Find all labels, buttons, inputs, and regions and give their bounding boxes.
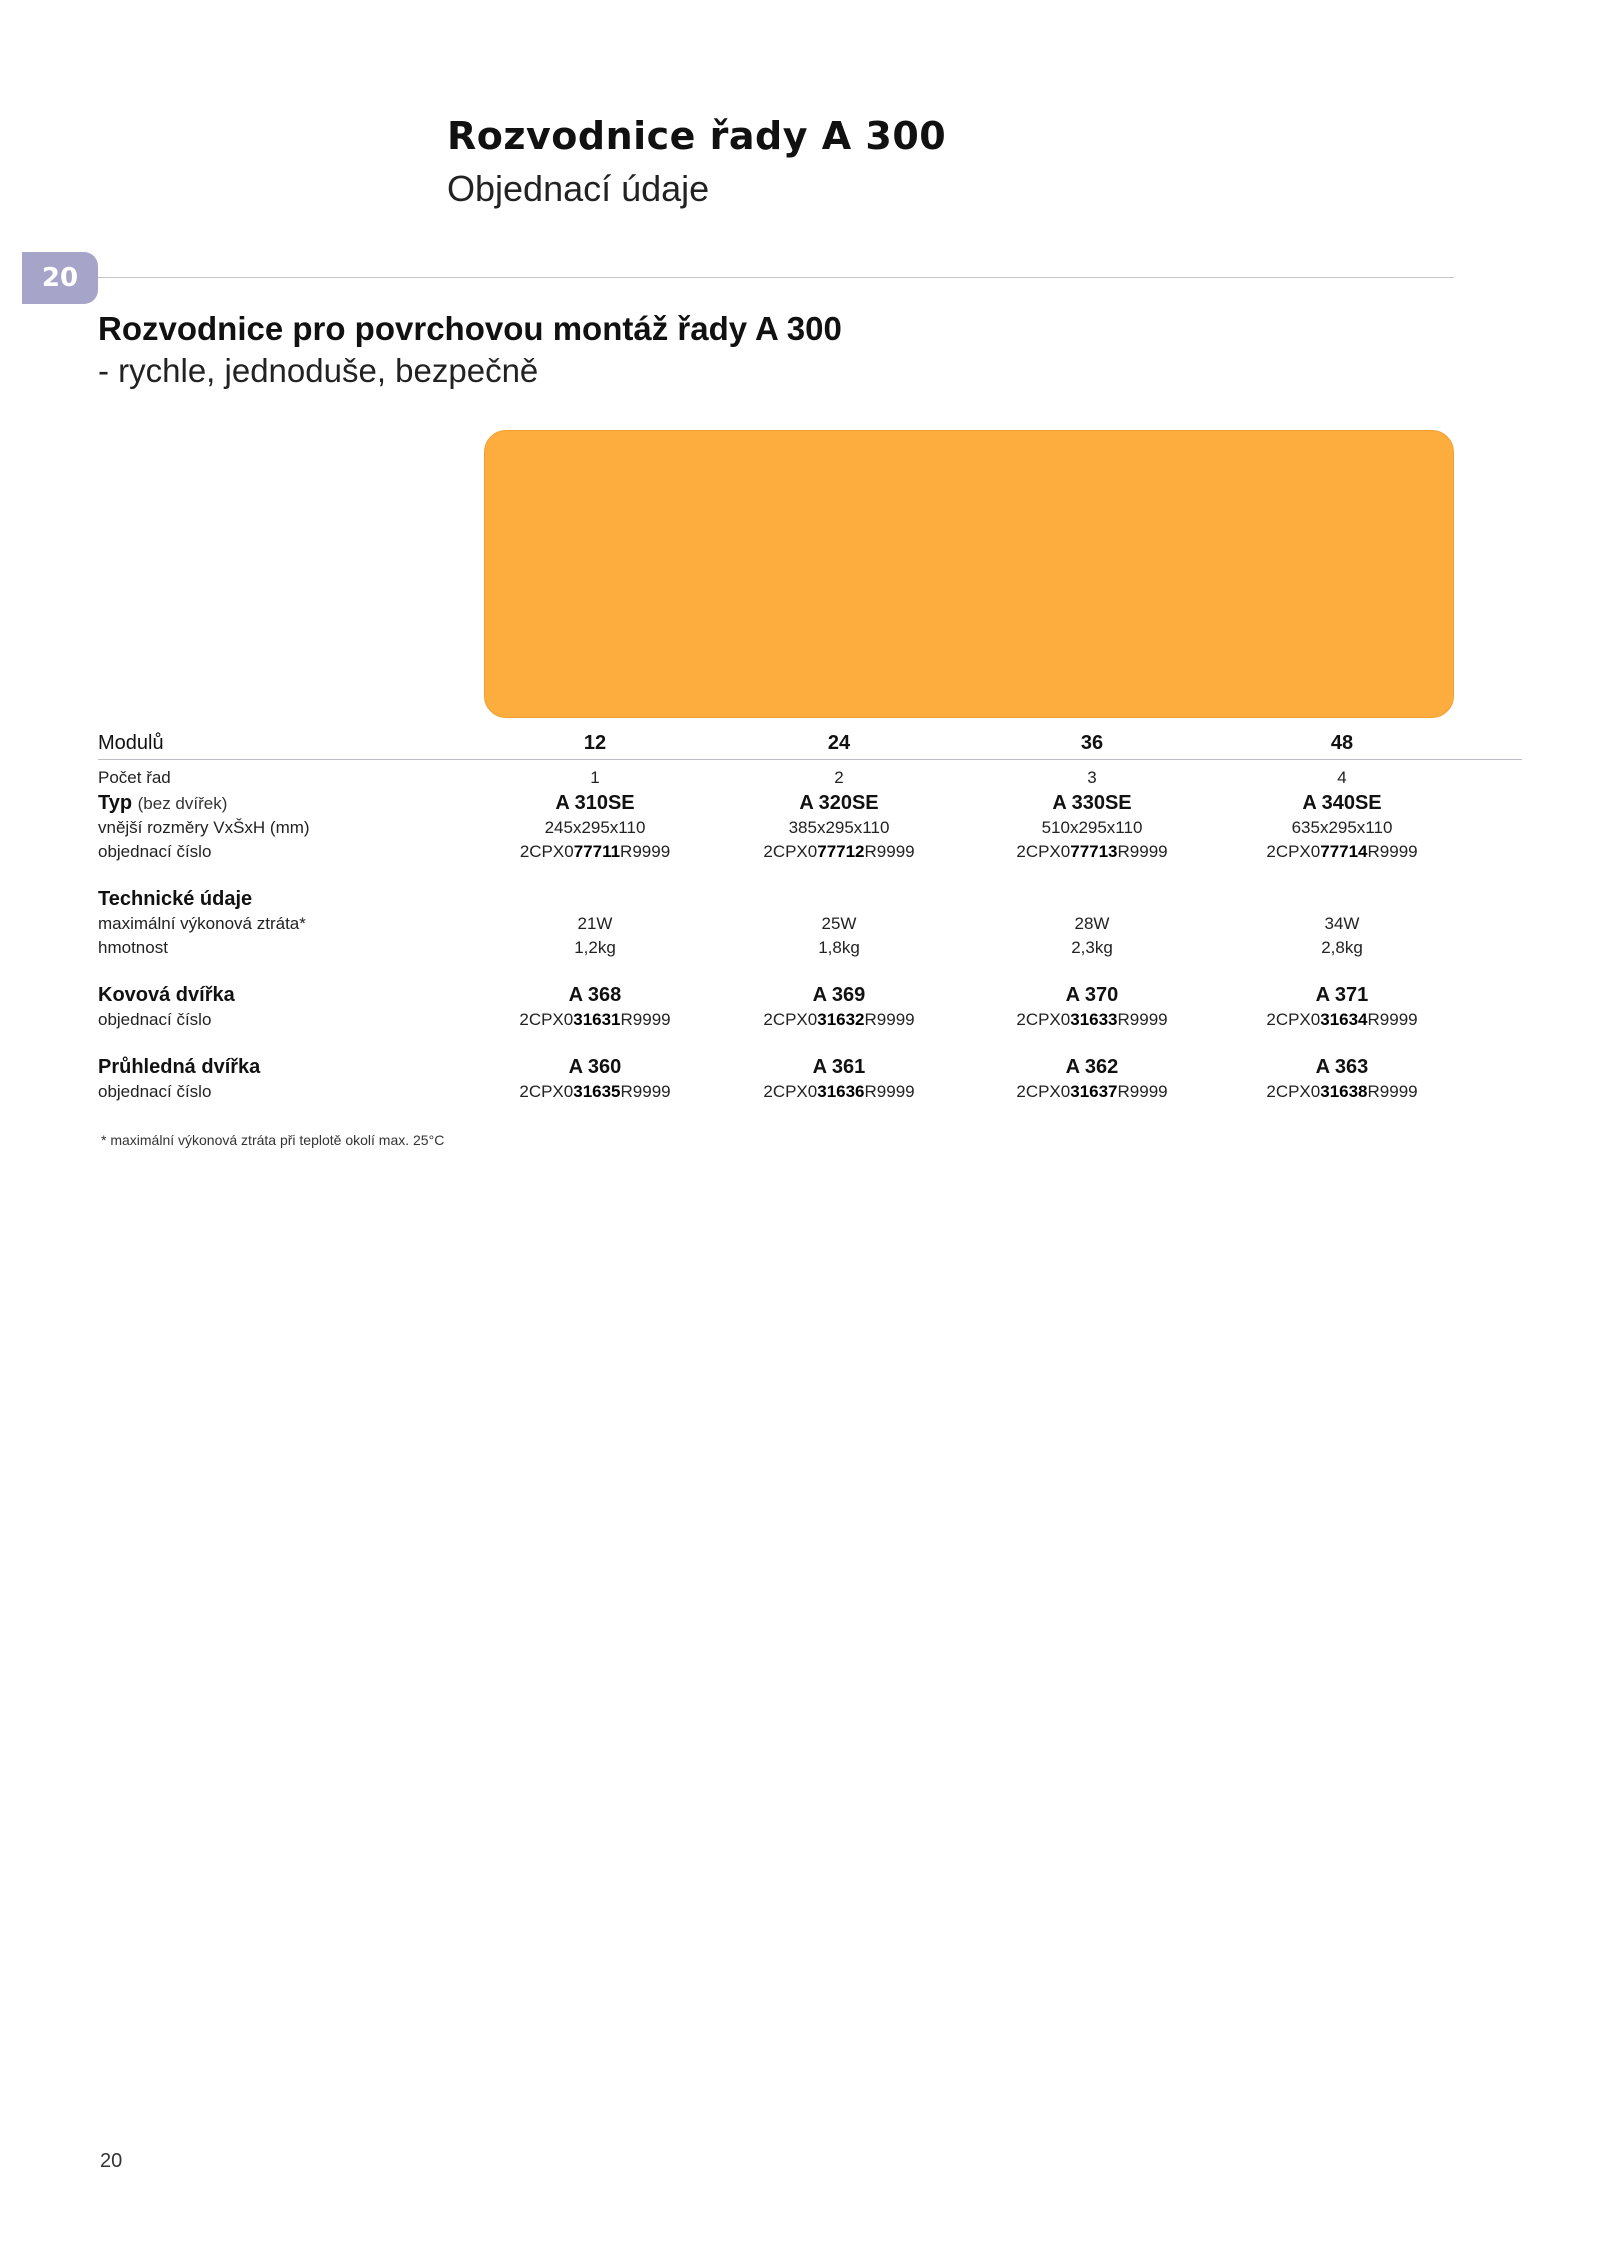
order-code: 31635	[573, 1082, 621, 1101]
modules-cell: 48	[1330, 732, 1354, 754]
weight-cell: 1,8kg	[818, 938, 860, 957]
order-code: 31631	[573, 1010, 621, 1029]
order-prefix: 2CPX0	[519, 842, 574, 861]
order-suffix: R9999	[1367, 842, 1418, 861]
order-code: 77714	[1320, 842, 1368, 861]
order-prefix: 2CPX0	[1266, 842, 1321, 861]
rows-cell: 4	[1337, 768, 1347, 787]
metal-door-cell: A 371	[1315, 983, 1369, 1006]
clear-order-row	[98, 1080, 1522, 1104]
order-number	[475, 842, 715, 862]
metal-door-row	[98, 982, 1522, 1008]
order-number	[972, 1010, 1212, 1030]
order-code: 31636	[817, 1082, 865, 1101]
rows-label: Počet řad	[98, 768, 171, 787]
order-number	[972, 842, 1212, 862]
order-label: objednací číslo	[98, 842, 212, 861]
weight-label: hmotnost	[98, 938, 168, 957]
modules-label: Modulů	[98, 732, 164, 754]
order-suffix: R9999	[1367, 1010, 1418, 1029]
section-subtitle: - rychle, jednoduše, bezpečně	[98, 352, 539, 389]
type-cell: A 330SE	[1052, 791, 1132, 814]
clear-door-label: Průhledná dvířka	[98, 1055, 261, 1078]
order-number	[475, 1010, 715, 1030]
header-divider	[98, 277, 1454, 278]
order-suffix: R9999	[1367, 1082, 1418, 1101]
power-label: maximální výkonová ztráta*	[98, 914, 306, 933]
spec-table	[98, 728, 1522, 1104]
order-prefix: 2CPX0	[763, 1082, 818, 1101]
metal-door-cell: A 368	[568, 983, 622, 1006]
type-cell: A 310SE	[555, 791, 635, 814]
order-code: 77713	[1070, 842, 1118, 861]
metal-door-cell: A 369	[812, 983, 866, 1006]
order-number	[475, 1082, 715, 1102]
rows-cell: 3	[1087, 768, 1097, 787]
page-badge: 20	[22, 252, 98, 304]
order-suffix: R9999	[1117, 842, 1168, 861]
page-number: 20	[100, 2150, 123, 2172]
order-code: 31638	[1320, 1082, 1368, 1101]
order-number	[1222, 842, 1462, 862]
clear-door-cell: A 361	[812, 1055, 866, 1078]
metal-door-label: Kovová dvířka	[98, 983, 235, 1006]
dims-cell: 635x295x110	[1291, 818, 1393, 837]
page-subtitle: Objednací údaje	[447, 168, 710, 209]
type-label	[98, 792, 498, 815]
modules-row	[98, 728, 1522, 760]
order-code: 77712	[817, 842, 865, 861]
order-suffix: R9999	[864, 1010, 915, 1029]
order-prefix: 2CPX0	[519, 1082, 574, 1101]
metal-door-cell: A 370	[1065, 983, 1119, 1006]
power-cell: 21W	[577, 914, 613, 933]
section-title: Rozvodnice pro povrchovou montáž řady A 300	[98, 310, 842, 347]
clear-door-cell: A 362	[1065, 1055, 1119, 1078]
modules-cell: 36	[1080, 732, 1104, 754]
metal-order-label: objednací číslo	[98, 1010, 212, 1029]
type-label-text: Typ	[98, 791, 133, 814]
rows-cell: 2	[834, 768, 844, 787]
type-row	[98, 790, 1522, 816]
order-number	[972, 1082, 1212, 1102]
order-prefix: 2CPX0	[1266, 1082, 1321, 1101]
dims-cell: 510x295x110	[1041, 818, 1143, 837]
order-suffix: R9999	[864, 842, 915, 861]
order-code: 31632	[817, 1010, 865, 1029]
dims-cell: 385x295x110	[788, 818, 890, 837]
metal-order-row	[98, 1008, 1522, 1032]
clear-door-row	[98, 1054, 1522, 1080]
order-number	[1222, 1010, 1462, 1030]
tech-heading: Technické údaje	[98, 887, 253, 910]
order-suffix: R9999	[1117, 1082, 1168, 1101]
order-prefix: 2CPX0	[519, 1010, 574, 1029]
dims-row	[98, 816, 1522, 840]
order-prefix: 2CPX0	[1016, 842, 1071, 861]
order-row	[98, 840, 1522, 864]
order-prefix: 2CPX0	[763, 1010, 818, 1029]
footnote: * maximální výkonová ztráta při teplotě okolí max. 25°C	[101, 1132, 445, 1148]
power-row	[98, 912, 1522, 936]
order-suffix: R9999	[1117, 1010, 1168, 1029]
order-number	[719, 1010, 959, 1030]
order-prefix: 2CPX0	[1016, 1010, 1071, 1029]
tech-heading-row	[98, 886, 1522, 912]
weight-row	[98, 936, 1522, 960]
order-prefix: 2CPX0	[763, 842, 818, 861]
rows-row	[98, 766, 1522, 790]
power-cell: 25W	[821, 914, 857, 933]
modules-cell: 24	[827, 732, 851, 754]
order-prefix: 2CPX0	[1016, 1082, 1071, 1101]
clear-door-cell: A 360	[568, 1055, 622, 1078]
type-cell: A 320SE	[799, 791, 879, 814]
clear-door-cell: A 363	[1315, 1055, 1369, 1078]
product-image	[484, 430, 1454, 718]
page-title: Rozvodnice řady A 300	[447, 114, 947, 158]
power-cell: 34W	[1324, 914, 1360, 933]
dims-cell: 245x295x110	[544, 818, 646, 837]
power-cell: 28W	[1074, 914, 1110, 933]
order-number	[1222, 1082, 1462, 1102]
order-code: 77711	[573, 842, 621, 861]
order-prefix: 2CPX0	[1266, 1010, 1321, 1029]
clear-order-label: objednací číslo	[98, 1082, 212, 1101]
modules-cell: 12	[583, 732, 607, 754]
order-suffix: R9999	[620, 1010, 671, 1029]
rows-cell: 1	[590, 768, 600, 787]
order-suffix: R9999	[620, 842, 671, 861]
order-suffix: R9999	[864, 1082, 915, 1101]
weight-cell: 2,3kg	[1071, 938, 1113, 957]
weight-cell: 2,8kg	[1321, 938, 1363, 957]
order-code: 31637	[1070, 1082, 1118, 1101]
weight-cell: 1,2kg	[574, 938, 616, 957]
type-note: (bez dvířek)	[137, 793, 228, 813]
order-code: 31634	[1320, 1010, 1368, 1029]
order-number	[719, 842, 959, 862]
order-code: 31633	[1070, 1010, 1118, 1029]
order-number	[719, 1082, 959, 1102]
type-cell: A 340SE	[1302, 791, 1382, 814]
dims-label: vnější rozměry VxŠxH (mm)	[98, 818, 310, 837]
order-suffix: R9999	[620, 1082, 671, 1101]
